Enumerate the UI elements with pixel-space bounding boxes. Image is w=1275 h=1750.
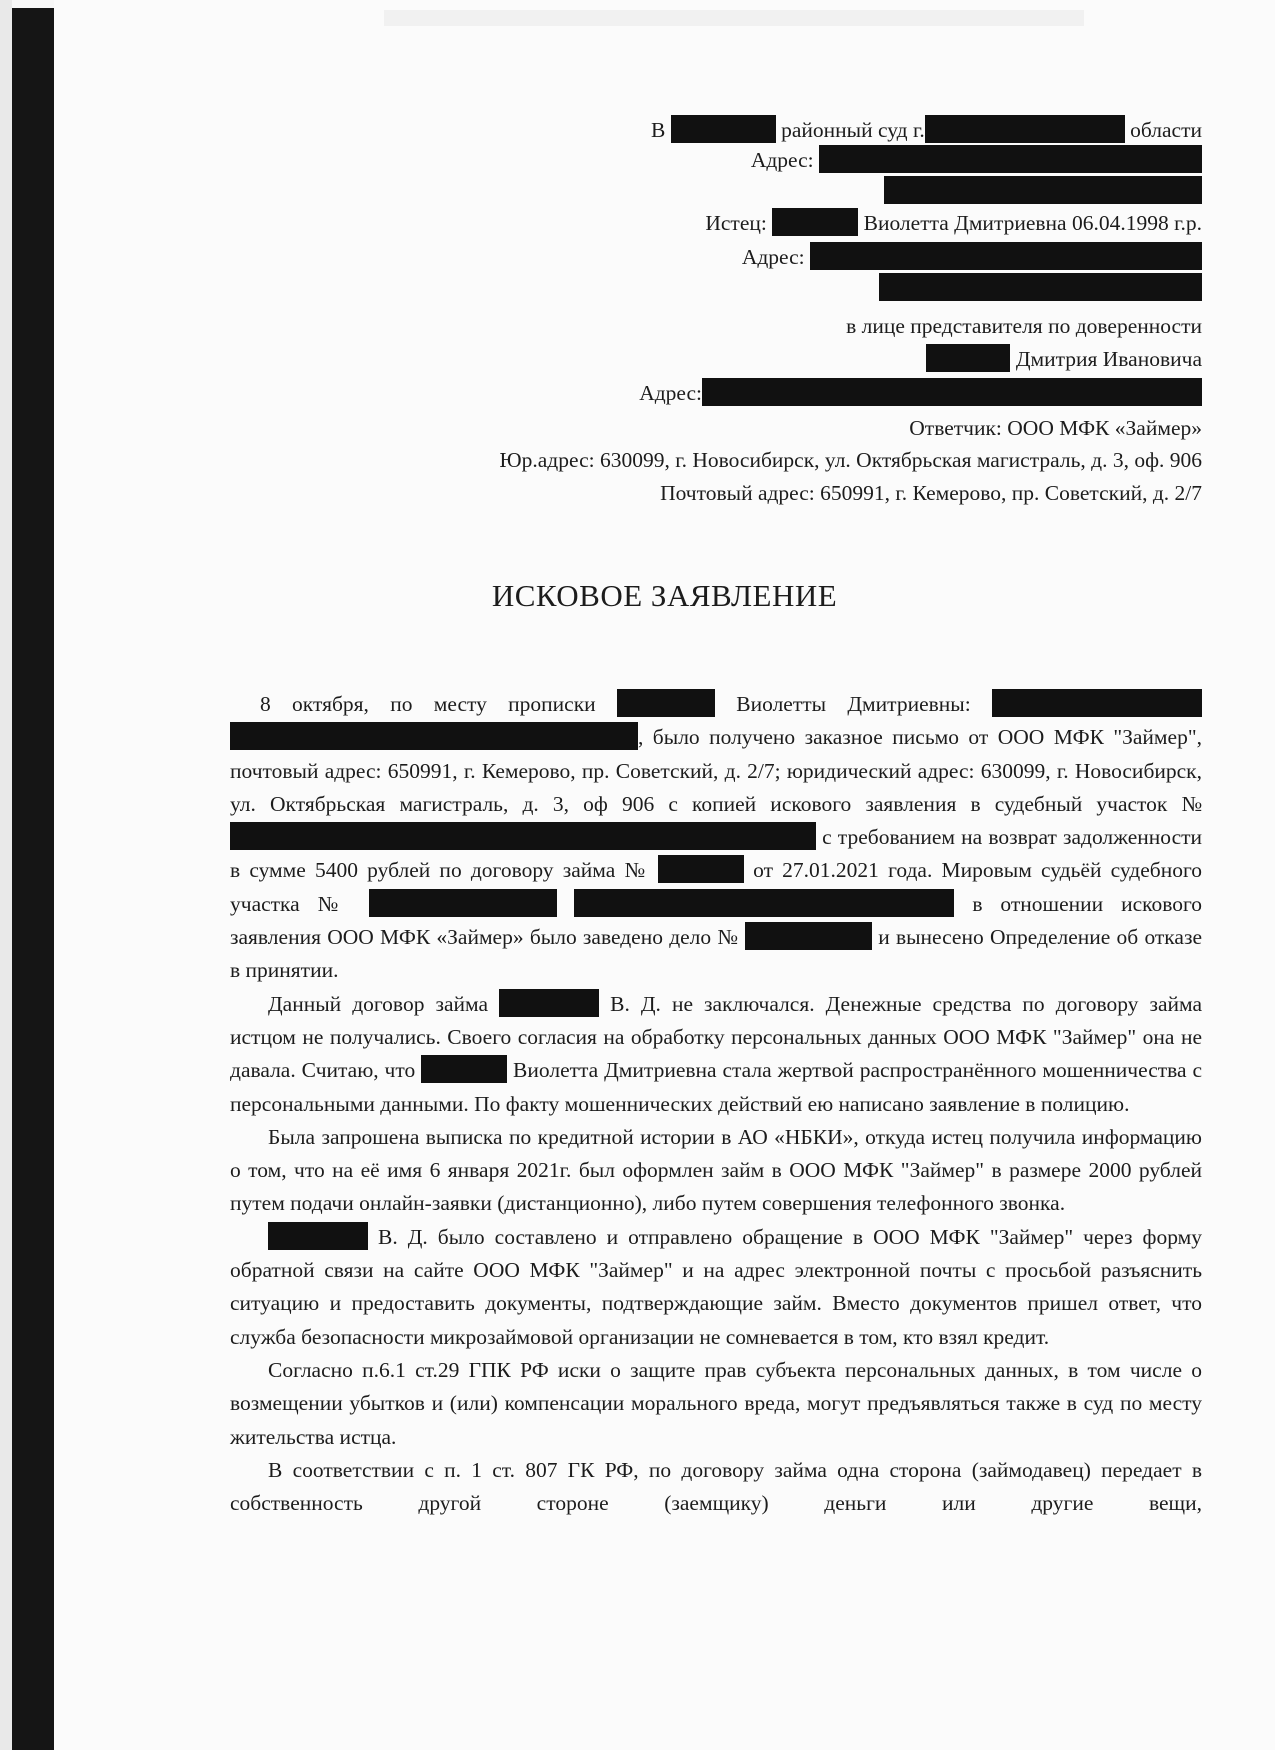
header-court-address: Адрес: bbox=[751, 145, 1202, 175]
redaction bbox=[926, 344, 1010, 372]
header-postal-address: Почтовый адрес: 650991, г. Кемерово, пр. Советский, д. 2/7 bbox=[660, 481, 1202, 505]
header-defendant: Ответчик: ООО МФК «Займер» bbox=[909, 416, 1202, 440]
faint-bleed-through bbox=[384, 10, 1084, 26]
redaction bbox=[369, 889, 557, 917]
redaction bbox=[884, 176, 1202, 204]
header-representative-address: Адрес: bbox=[639, 378, 1202, 408]
redaction bbox=[925, 115, 1125, 143]
header-legal-address: Юр.адрес: 630099, г. Новосибирск, ул. Октябрьская магистраль, д. 3, оф. 906 bbox=[499, 448, 1202, 472]
redaction bbox=[268, 1222, 368, 1250]
header-representative-name: Дмитрия Ивановича bbox=[926, 344, 1202, 374]
redaction bbox=[702, 378, 1202, 406]
redaction bbox=[617, 689, 715, 717]
redaction bbox=[574, 889, 954, 917]
paragraph-4: В. Д. было составлено и отправлено обращение в ООО МФК "Займер" через форму обратной связи на сайте ООО МФК "Займер" и на адрес электронной почты с просьбой разъяснить ситуацию и предоставить документы, подтверждающие займ. Вместо документов пришел ответ, что служба безопасности микрозаймовой организации не сомневается в том, кто взял кредит. bbox=[230, 1221, 1202, 1354]
redaction bbox=[421, 1055, 507, 1083]
redaction bbox=[230, 822, 816, 850]
redaction bbox=[810, 242, 1202, 270]
paragraph-1: 8 октября, по месту прописки Виолетты Дмитриевны: , было получено заказное письмо от ООО МФК "Займер", почтовый адрес: 650991, г. Кемерово, пр. Советский, д. 2/7; юридический адрес: 630099, г. Новосибирск, ул. Октябрьская магистраль, д. 3, оф 906 с копией искового заявления в судебный участок № с требованием на возврат задолженности в сумме 5400 рублей по договору займа № от 27.01.2021 года. Мировым судьёй судебного участка № в отношении искового заявления ООО МФК «Займер» было заведено дело № и вынесено Определение об отказе в принятии. bbox=[230, 688, 1202, 988]
paragraph-3: Была запрошена выписка по кредитной истории в АО «НБКИ», откуда истец получила информацию о том, что на её имя 6 января 2021г. был оформлен займ в ООО МФК "Займер" в размере 2000 рублей путем подачи онлайн-заявки (дистанционно), либо путем совершения телефонного звонка. bbox=[230, 1124, 1202, 1216]
redaction bbox=[658, 855, 744, 883]
redaction bbox=[499, 989, 599, 1017]
scan-dark-border bbox=[12, 8, 54, 1750]
document-title: ИСКОВОЕ ЗАЯВЛЕНИЕ bbox=[491, 578, 838, 613]
scan-left-margin bbox=[0, 0, 12, 1750]
redaction bbox=[230, 722, 638, 750]
paragraph-5: Согласно п.6.1 ст.29 ГПК РФ иски о защите прав субъекта персональных данных, в том числе о возмещении убытков и (или) компенсации морального вреда, могут предъявляться также в суд по месту жительства истца. bbox=[230, 1357, 1202, 1449]
header-plaintiff-address: Адрес: bbox=[742, 242, 1202, 272]
redaction bbox=[671, 115, 776, 143]
redaction bbox=[772, 208, 858, 236]
paragraph-6: В соответствии с п. 1 ст. 807 ГК РФ, по договору займа одна сторона (займодавец) передает в собственность другой стороне (заемщику) деньги или другие вещи, bbox=[230, 1457, 1202, 1516]
document-body bbox=[230, 688, 1202, 1520]
paragraph-2: Данный договор займа В. Д. не заключался. Денежные средства по договору займа истцом не получались. Своего согласия на обработку персональных данных ООО МФК "Займер" она не давала. Считаю, что Виолетта Дмитриевна стала жертвой распространённого мошенничества с персональными данными. По факту мошеннических действий ею написано заявление в полицию. bbox=[230, 988, 1202, 1121]
header-court-line: В районный суд г. области bbox=[651, 115, 1202, 145]
header-representative: в лице представителя по доверенности bbox=[846, 314, 1202, 338]
header-plaintiff: Истец: Виолетта Дмитриевна 06.04.1998 г.р. bbox=[705, 208, 1202, 238]
header-plaintiff-address-2 bbox=[879, 273, 1202, 303]
redaction bbox=[879, 273, 1202, 301]
redaction bbox=[745, 922, 872, 950]
header-court-address-2 bbox=[884, 176, 1202, 206]
redaction bbox=[992, 689, 1202, 717]
redaction bbox=[819, 145, 1202, 173]
